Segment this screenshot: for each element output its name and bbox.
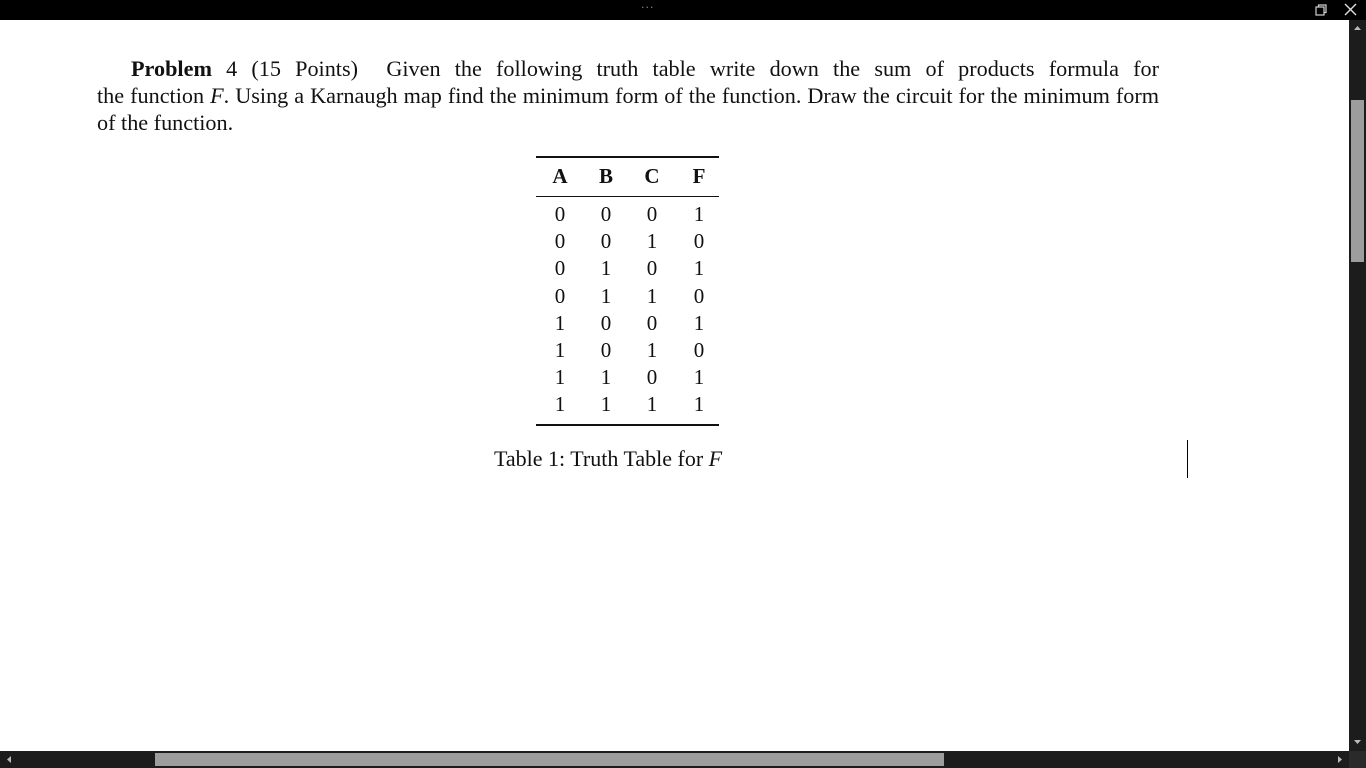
table-cell: 0 [554, 283, 566, 308]
table-cell: 1 [693, 365, 705, 390]
table-cell: 1 [600, 365, 612, 390]
vertical-scrollbar[interactable] [1349, 20, 1366, 751]
table-top-rule [536, 156, 719, 158]
table-cell: 1 [693, 256, 705, 281]
table-cell: 0 [600, 338, 612, 362]
table-header-c: C [644, 164, 660, 188]
table-cell: 0 [646, 310, 658, 335]
table-cell: 1 [646, 229, 658, 254]
scroll-right-arrow-icon[interactable] [1332, 751, 1349, 768]
scrollbar-corner [1349, 751, 1366, 768]
table-cell: 1 [693, 310, 705, 335]
table-cell: 1 [554, 392, 566, 417]
problem-statement [97, 55, 1159, 136]
table-cell: 0 [646, 256, 658, 281]
table-cell: 1 [554, 338, 566, 362]
window-menu-dots[interactable]: ··· [641, 1, 655, 14]
table-cell: 1 [693, 392, 705, 417]
caption-variable: F [708, 446, 723, 471]
table-cell: 1 [600, 392, 612, 417]
window-title-bar [0, 0, 1366, 20]
table-cell: 1 [554, 310, 566, 335]
table-bottom-rule [536, 424, 719, 426]
caption-prefix: Table 1: Truth Table for [494, 446, 709, 471]
table-cell: 0 [600, 202, 612, 226]
document-page [0, 20, 1349, 751]
problem-label: Problem [131, 56, 212, 81]
table-cell: 0 [600, 310, 612, 335]
table-cell: 1 [600, 256, 612, 281]
table-header-b: B [598, 164, 613, 188]
table-cell: 0 [693, 283, 705, 308]
scroll-down-arrow-icon[interactable] [1349, 734, 1366, 750]
table-cell: 1 [554, 365, 566, 390]
horizontal-scroll-thumb[interactable] [155, 753, 944, 766]
table-cell: 0 [600, 229, 612, 254]
table-cell: 1 [600, 283, 612, 308]
text-cursor [1187, 440, 1188, 478]
function-variable: F [210, 83, 224, 108]
table-header-f: F [692, 164, 706, 188]
problem-text-line1: Given the following truth table write down the sum of products formula for [386, 56, 1159, 81]
table-cell: 0 [554, 229, 566, 254]
restore-window-icon[interactable] [1314, 3, 1328, 17]
table-cell: 1 [646, 392, 658, 417]
table-caption [494, 446, 722, 472]
table-cell: 0 [646, 365, 658, 390]
table-cell: 0 [554, 256, 566, 281]
vertical-scroll-thumb[interactable] [1351, 100, 1364, 262]
table-header-rule [536, 196, 719, 197]
table-cell: 0 [554, 202, 566, 226]
problem-number: 4 [226, 56, 238, 81]
table-cell: 1 [693, 202, 705, 226]
horizontal-scrollbar[interactable] [0, 751, 1366, 768]
problem-points: (15 Points) [251, 56, 358, 81]
table-cell: 0 [646, 202, 658, 226]
table-cell: 1 [646, 283, 658, 308]
table-cell: 0 [693, 338, 705, 362]
table-cell: 1 [646, 338, 658, 362]
table-cell: 0 [693, 229, 705, 254]
scroll-left-arrow-icon[interactable] [0, 751, 17, 768]
table-header-a: A [552, 164, 568, 188]
close-icon[interactable] [1343, 2, 1358, 17]
problem-first-line [97, 55, 1159, 82]
problem-text-post: . Using a Karnaugh map find the minimum form of the function. Draw the circuit for the minimum form of the function. [97, 83, 1160, 135]
scroll-up-arrow-icon[interactable] [1349, 20, 1366, 36]
problem-text-pre: the function [97, 83, 205, 108]
